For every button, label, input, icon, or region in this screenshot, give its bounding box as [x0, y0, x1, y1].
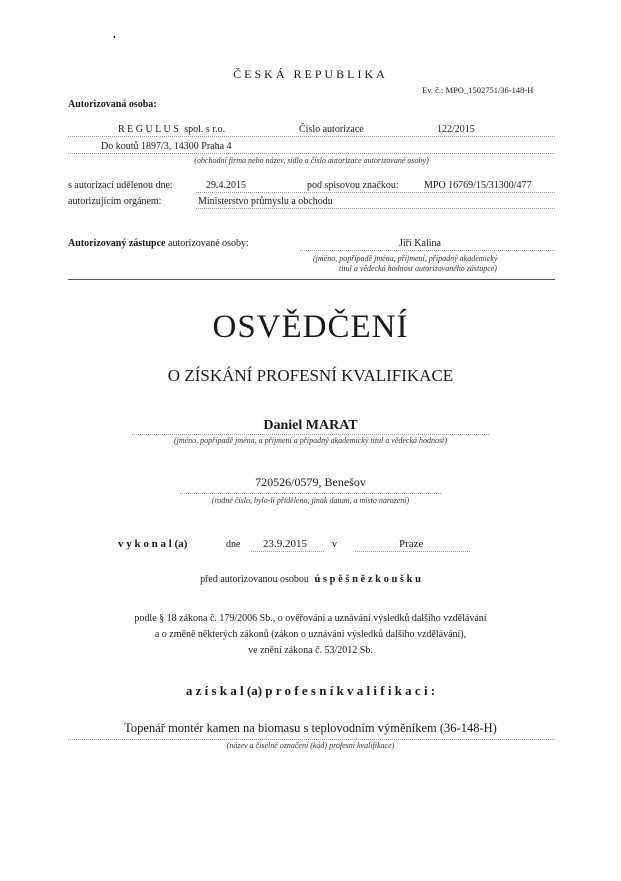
representative-label-rest: autorizované osoby:: [168, 238, 249, 249]
representative-underline: [300, 250, 555, 251]
authorizing-body: Ministerstvo průmyslu a obchodu: [198, 196, 333, 207]
authorized-person-label: Autorizovaná osoba:: [68, 99, 157, 110]
qualification-note: (název a číselné označení (kód) profesní kvalifikace): [226, 741, 395, 750]
holder-id-underline: [180, 493, 441, 494]
exam-date-underline: [251, 551, 324, 552]
qualification-underline: [68, 739, 555, 740]
holder-name-underline: [132, 434, 489, 435]
exam-place-underline: [355, 551, 470, 552]
granted-underline: [196, 192, 555, 193]
law-line-3: ve znění zákona č. 53/2012 Sb.: [248, 645, 373, 656]
performed-label: v y k o n a l (a): [118, 538, 188, 550]
granted-date: 29.4.2015: [206, 180, 246, 191]
company-underline: [68, 136, 555, 137]
body-underline: [196, 208, 555, 209]
stray-dot: •: [113, 33, 116, 42]
exam-success-line: [0, 574, 621, 585]
file-number-label: pod spisovou značkou:: [307, 180, 399, 191]
file-number: MPO 16769/15/31300/477: [424, 180, 532, 191]
header-divider: [68, 279, 555, 280]
qualification-heading: a z í s k a l (a) p r o f e s n í k v a l i f i k a c i :: [185, 683, 436, 698]
authorized-person-name: [118, 124, 225, 135]
address-underline: [68, 153, 555, 154]
authorization-number: 122/2015: [437, 124, 475, 135]
holder-id: 720526/0579, Benešov: [255, 475, 366, 489]
representative-label: [68, 238, 249, 249]
exam-place-label: v: [332, 539, 337, 550]
representative-label-bold: Autorizovaný zástupce: [68, 238, 166, 249]
company-address: Do koutů 1897/3, 14300 Praha 4: [101, 141, 232, 152]
representative-note-1: (jméno, popřípadě jména, příjmení, případný akademický: [313, 254, 498, 263]
holder-name: Daniel MARAT: [263, 418, 358, 433]
exam-date: 23.9.2015: [263, 538, 307, 550]
certificate-title: OSVĚDČENÍ: [212, 309, 409, 345]
law-line-1: podle § 18 zákona č. 179/2006 Sb., o ověřování a uznávání výsledků dalšího vzdělávání: [134, 613, 487, 624]
qualification-name: Topenář montér kamen na biomasu s teplovodním výměníkem (36-148-H): [124, 721, 497, 735]
law-line-2: a o změně některých zákonů (zákon o uznávání výsledků dalšího vzdělávání),: [154, 629, 467, 640]
company-form: spol. s r.o.: [184, 124, 226, 135]
holder-id-note: (rodné číslo, bylo-li přiděleno, jinak datum, a místo narození): [211, 496, 410, 505]
exam-before-text: před autorizovanou osobou: [200, 574, 309, 585]
registration-number: Ev. č.: MPO_1502751/36-148-H: [422, 85, 534, 95]
authorizing-body-label: autorizujícím orgánem:: [68, 196, 162, 207]
certificate-subtitle: O ZÍSKÁNÍ PROFESNÍ KVALIFIKACE: [167, 366, 454, 385]
representative-note-2: titul a vědecká hodnost autorizovaného zástupce): [339, 264, 497, 273]
country-heading: ČESKÁ REPUBLIKA: [233, 67, 388, 81]
authorized-person-note: (obchodní firma nebo název, sídlo a číslo autorizace autorizované osoby): [194, 156, 429, 165]
company-name: R E G U L U S: [118, 124, 179, 135]
authorization-number-label: Číslo autorizace: [299, 124, 364, 135]
exam-place: Praze: [399, 538, 424, 550]
holder-name-note: (jméno, popřípadě jména, a příjmení a případný akademický titul a vědecká hodnost): [173, 436, 448, 445]
exam-date-label: dne: [226, 539, 241, 550]
granted-label: s autorizací udělenou dne:: [68, 180, 173, 191]
exam-success-text: ú s p ě š n ě z k o u š k u: [314, 574, 421, 585]
representative-name: Jiří Kalina: [399, 238, 441, 249]
